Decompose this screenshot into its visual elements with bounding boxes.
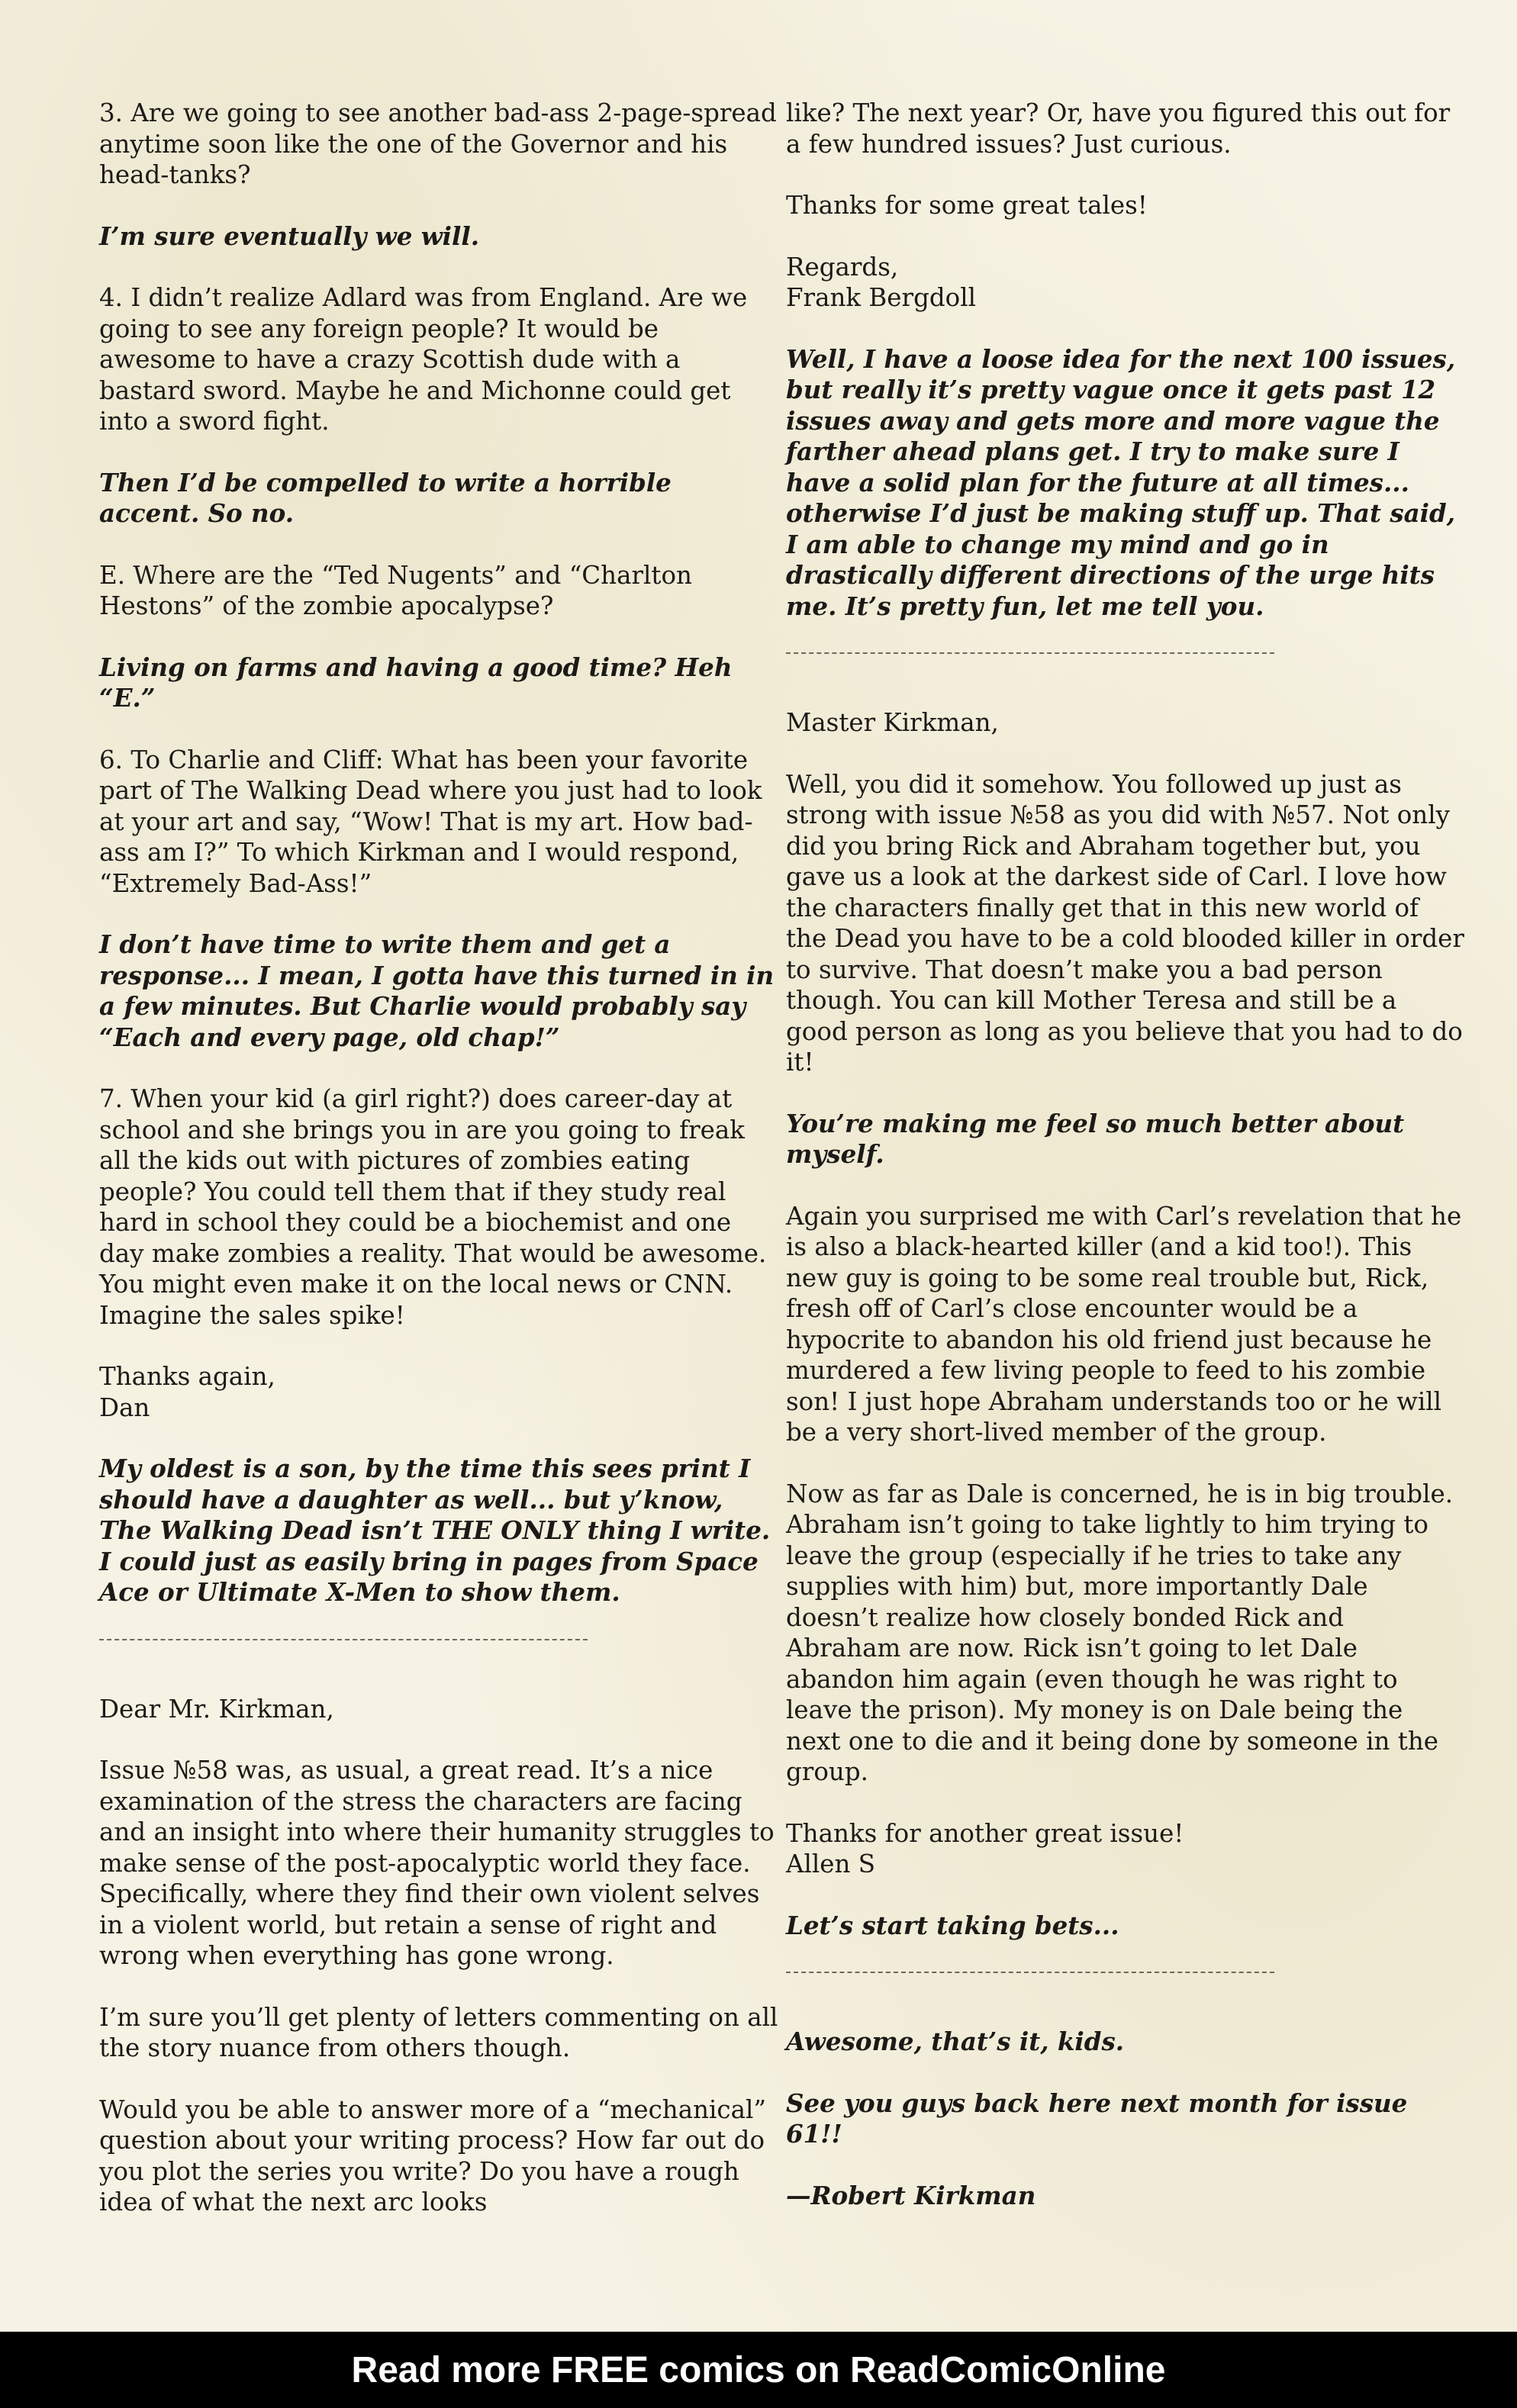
closing-line: See you guys back here next month for issue 61!! (786, 2088, 1408, 2149)
reply-7: My oldest is a son, by the time this sees print I should have a daughter as well... but y’know, The Walking Dead isn’t THE ONLY thing I write. I could just as easily bring in pages from Space Ace or Ultimate X-Men to show them. (99, 1453, 771, 1607)
letter-paragraph: Would you be able to answer more of a “mechanical” question about your writing process? How far out do you plot the series you write? Do you have a rough idea of what the next arc looks (99, 2094, 766, 2216)
letter-thanks: Thanks for some great tales! (786, 191, 1148, 220)
promo-banner[interactable] (0, 2332, 1517, 2408)
letter-signer: Allen S (786, 1849, 876, 1878)
section-divider (99, 1639, 588, 1640)
letter-regards: Regards, (786, 252, 899, 282)
letter-question-3: 3. Are we going to see another bad-ass 2-page-spread anytime soon like the one of the Governor and his head-tanks? (99, 98, 777, 189)
letter-question-7: 7. When your kid (a girl right?) does career-day at school and she brings you in are you going to freak all the kids out with pictures of zombies eating people? You could tell them that if they study real hard in school they could be a biochemist and one day make zombies a reality. That would be awesome. You might even make it on the local news or CNN. Imagine the sales spike! (99, 1084, 767, 1330)
letter-salutation: Dear Mr. Kirkman, (99, 1694, 334, 1724)
letter-signer: Frank Bergdoll (786, 283, 977, 312)
letter-paragraph: Now as far as Dale is concerned, he is in big trouble. Abraham isn’t going to take lightly to him trying to leave the group (especially if he tries to take any supplies with him) but, more importantly Dale doesn’t realize how closely bonded Rick and Abraham are now. Rick isn’t going to let Dale abandon him again (even though he was right to leave the prison). My money is on Dale being the next one to die and it being done by someone in the group. (786, 1479, 1454, 1786)
reply-6: I don’t have time to write them and get a response... I mean, I gotta have this turned in in a few minutes. But Charlie would probably say “Each and every page, old chap!” (99, 929, 775, 1052)
closing-signature: —Robert Kirkman (786, 2180, 1036, 2210)
editor-reply: Let’s start taking bets... (786, 1910, 1119, 1940)
letter-signer: Dan (99, 1392, 150, 1422)
letter-paragraph: Issue №58 was, as usual, a great read. It’s a nice examination of the stress the characters are facing and an insight into where their humanity struggles to make sense of the post-apocalyptic world they face. Specifically, where they find their own violent selves in a violent world, but retain a sense of right and wrong when everything has gone wrong. (99, 1756, 775, 1970)
section-divider (786, 1972, 1274, 1973)
right-column (786, 98, 1465, 2242)
closing-line: Awesome, that’s it, kids. (786, 2027, 1125, 2056)
promo-banner-text[interactable]: Read more FREE comics on ReadComicOnline (351, 2349, 1166, 2390)
letter-paragraph: like? The next year? Or, have you figured this out for a few hundred issues? Just curious. (786, 98, 1451, 159)
letter-signoff: Thanks again, (99, 1362, 275, 1391)
reply-e: Living on farms and having a good time? Heh “E.” (99, 652, 733, 713)
letter-paragraph: I’m sure you’ll get plenty of letters commenting on all the story nuance from others though. (99, 2002, 778, 2062)
letter-question-4: 4. I didn’t realize Adlard was from England. Are we going to see any foreign people? It would be awesome to have a crazy Scottish dude with a bastard sword. Maybe he and Michonne could get into a sword fight. (99, 283, 748, 436)
editor-reply: You’re making me feel so much better about myself. (786, 1108, 1405, 1169)
left-column (99, 98, 778, 2249)
reply-4: Then I’d be compelled to write a horrible accent. So no. (99, 467, 672, 528)
letter-question-6: 6. To Charlie and Cliff: What has been your favorite part of The Walking Dead where you just had to look at your art and say, “Wow! That is my art. How bad-ass am I?” To which Kirkman and I would respond, “Extremely Bad-Ass!” (99, 745, 762, 898)
letter-thanks: Thanks for another great issue! (786, 1818, 1184, 1848)
editor-reply: Well, I have a loose idea for the next 100 issues, but really it’s pretty vague once it gets past 12 issues away and gets more and more vague the farther ahead plans get. I try to make sure I have a solid plan for the future at all times... otherwise I’d just be making stuff up. That said, I am able to change my mind and go in drastically different directions of the urge hits me. It’s pretty fun, let me tell you. (786, 343, 1456, 621)
reply-3: I’m sure eventually we will. (99, 221, 480, 251)
letter-paragraph: Again you surprised me with Carl’s revelation that he is also a black-hearted killer (and a kid too!). This new guy is going to be some real trouble but, Rick, fresh off of Carl’s close encounter would be a hypocrite to abandon his old friend just because he murdered a few living people to feed to his zombie son! I just hope Abraham understands too or he will be a very short-lived member of the group. (786, 1201, 1462, 1447)
letter-salutation: Master Kirkman, (786, 708, 999, 737)
letter-question-e: E. Where are the “Ted Nugents” and “Charlton Hestons” of the zombie apocalypse? (99, 560, 692, 620)
letter-paragraph: Well, you did it somehow. You followed up just as strong with issue №58 as you did with №57. Not only did you bring Rick and Abraham together but, you gave us a look at the darkest side of Carl. I love how the characters finally get that in this new world of the Dead you have to be a cold blooded killer in order to survive. That doesn’t make you a bad person though. You can kill Mother Teresa and still be a good person as long as you believe that you had to do it! (786, 769, 1464, 1077)
section-divider (786, 652, 1274, 654)
